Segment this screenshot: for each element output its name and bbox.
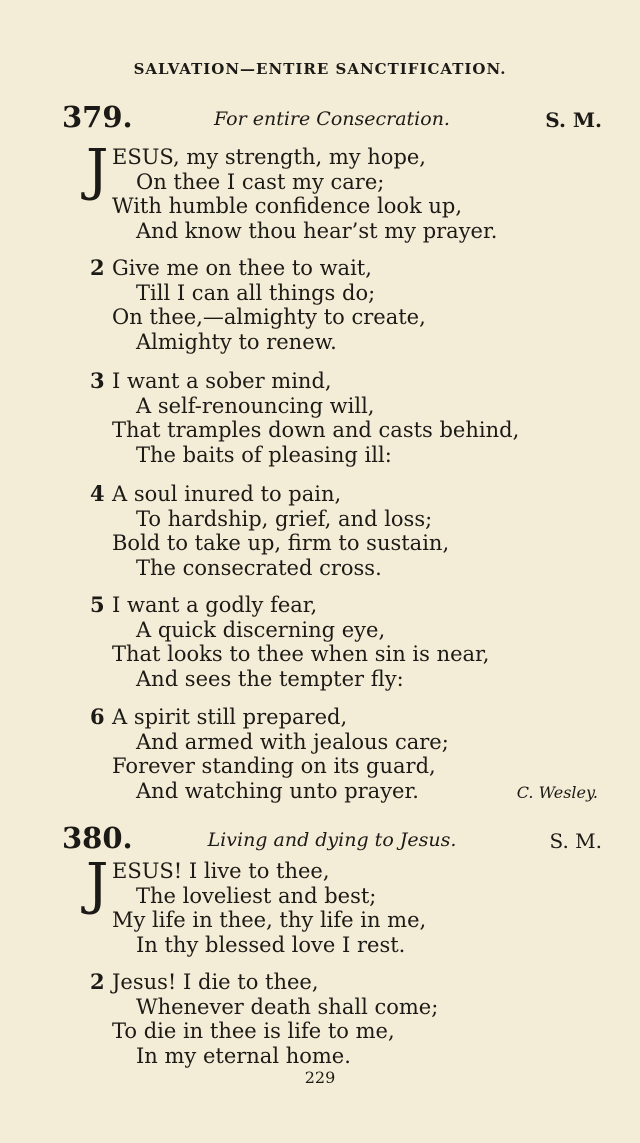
hymn-380-heading bbox=[62, 821, 602, 857]
verse-line: 3 I want a sober mind, bbox=[90, 368, 332, 393]
stanza-number: 5 bbox=[90, 592, 105, 617]
verse-line: A self-renouncing will, bbox=[136, 393, 375, 418]
verse-line: On thee,—almighty to create, bbox=[112, 305, 426, 329]
verse-line: A quick discerning eye, bbox=[136, 617, 386, 642]
verse-line: 5 I want a godly fear, bbox=[90, 592, 318, 617]
hymn-379-stanza-4 bbox=[90, 482, 610, 580]
drop-cap: J bbox=[86, 852, 109, 917]
hymn-379-stanza-5 bbox=[90, 593, 610, 691]
verse-line: In thy blessed love I rest. bbox=[136, 932, 406, 957]
hymn-title: Living and dying to Jesus. bbox=[207, 829, 457, 851]
stanza-number: 6 bbox=[90, 704, 105, 729]
verse-line: With humble confidence look up, bbox=[112, 194, 463, 218]
verse-line: The loveliest and best; bbox=[136, 883, 377, 908]
verse-line: Forever standing on its guard, bbox=[112, 754, 436, 778]
hymn-379-heading bbox=[62, 100, 602, 136]
page-number: 229 bbox=[304, 1068, 336, 1087]
verse-line: That looks to thee when sin is near, bbox=[112, 642, 490, 666]
verse-line: Whenever death shall come; bbox=[136, 994, 439, 1019]
verse-line: 2 Jesus! I die to thee, bbox=[90, 969, 319, 994]
hymn-379-stanza-3 bbox=[90, 369, 610, 467]
verse-line: 2 Give me on thee to wait, bbox=[90, 255, 372, 280]
hymn-number: 379. bbox=[62, 100, 133, 134]
verse-line: 4 A soul inured to pain, bbox=[90, 481, 342, 506]
hymn-380-stanza-2 bbox=[90, 970, 610, 1068]
verse-line: And sees the tempter fly: bbox=[136, 666, 404, 691]
stanza-number: 4 bbox=[90, 481, 105, 506]
verse-line: To hardship, grief, and loss; bbox=[136, 506, 433, 531]
stanza-number: 3 bbox=[90, 368, 105, 393]
hymn-380-stanza-1 bbox=[86, 852, 610, 957]
hymn-379-stanza-1 bbox=[86, 138, 610, 243]
verse-line: ESUS, my strength, my hope, bbox=[112, 145, 426, 169]
verse-line: Bold to take up, firm to sustain, bbox=[112, 531, 450, 555]
drop-cap: J bbox=[86, 138, 109, 203]
verse-line: And armed with jealous care; bbox=[136, 729, 449, 754]
verse-line: To die in thee is life to me, bbox=[112, 1019, 395, 1043]
verse-line: The baits of pleasing ill: bbox=[136, 442, 392, 467]
verse-line: 6 A spirit still prepared, bbox=[90, 704, 348, 729]
hymn-meter: S. M. bbox=[545, 108, 602, 132]
verse-line: Till I can all things do; bbox=[136, 280, 376, 305]
verse-line: In my eternal home. bbox=[136, 1043, 351, 1068]
verse-line: And watching unto prayer. bbox=[136, 778, 419, 803]
verse-line: On thee I cast my care; bbox=[136, 169, 385, 194]
verse-line: That tramples down and casts behind, bbox=[112, 418, 520, 442]
hymn-meter: S. M. bbox=[549, 829, 602, 853]
running-head: SALVATION—ENTIRE SANCTIFICATION. bbox=[133, 60, 507, 78]
stanza-number: 2 bbox=[90, 255, 105, 280]
stanza-number: 2 bbox=[90, 969, 105, 994]
verse-line: The consecrated cross. bbox=[136, 555, 382, 580]
hymn-author: C. Wesley. bbox=[516, 783, 598, 802]
hymn-number: 380. bbox=[62, 821, 133, 855]
verse-line: And know thou hear’st my prayer. bbox=[136, 218, 498, 243]
verse-line: Almighty to renew. bbox=[136, 329, 337, 354]
hymn-title: For entire Consecration. bbox=[214, 108, 450, 130]
verse-line: My life in thee, thy life in me, bbox=[112, 908, 427, 932]
hymn-379-stanza-2 bbox=[90, 256, 610, 354]
verse-line: ESUS! I live to thee, bbox=[112, 859, 330, 883]
